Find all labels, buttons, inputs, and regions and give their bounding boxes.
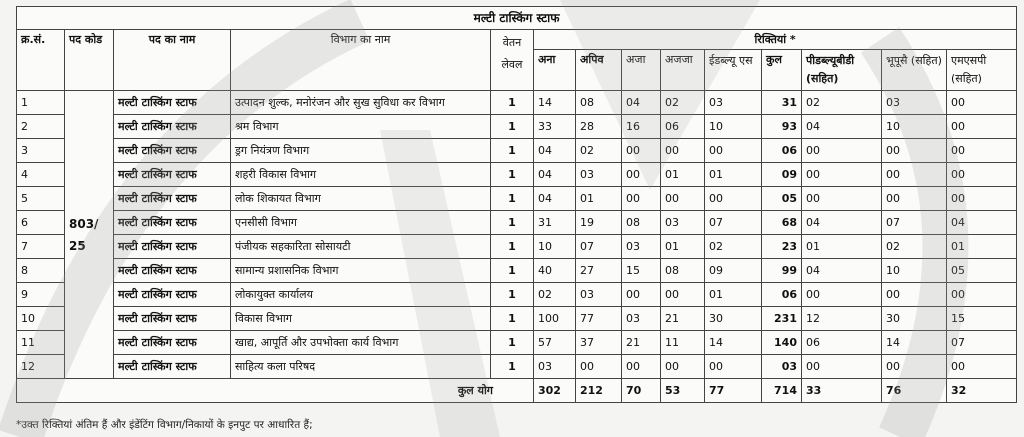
- table-row: [17, 187, 1017, 211]
- cell-level: 1: [491, 283, 534, 307]
- cell-pwbd: 00: [802, 139, 882, 163]
- cell-exsm: 10: [882, 259, 947, 283]
- table-row: [17, 139, 1017, 163]
- cell-post: मल्टी टास्किंग स्टाफ: [114, 115, 231, 139]
- cell-obc: 07: [576, 235, 622, 259]
- cell-sc: 00: [622, 139, 661, 163]
- cell-ur: 04: [534, 139, 576, 163]
- header-post-name: पद का नाम: [114, 30, 231, 91]
- total-total: 714: [762, 379, 802, 403]
- header-row-1: [17, 30, 1017, 50]
- cell-ur: 40: [534, 259, 576, 283]
- cell-level: 1: [491, 187, 534, 211]
- cell-msp: 00: [947, 139, 1017, 163]
- cell-st: 06: [661, 115, 705, 139]
- cell-level: 1: [491, 211, 534, 235]
- cell-sno: 6: [17, 211, 65, 235]
- cell-ews: 07: [705, 211, 762, 235]
- cell-ews: 10: [705, 115, 762, 139]
- cell-pwbd: 01: [802, 235, 882, 259]
- cell-post: मल्टी टास्किंग स्टाफ: [114, 163, 231, 187]
- table-title: मल्टी टास्किंग स्टाफ: [17, 7, 1017, 30]
- cell-post: मल्टी टास्किंग स्टाफ: [114, 139, 231, 163]
- cell-st: 11: [661, 331, 705, 355]
- table-row: [17, 91, 1017, 115]
- cell-dept: सामान्य प्रशासनिक विभाग: [231, 259, 491, 283]
- total-ur: 302: [534, 379, 576, 403]
- cell-st: 00: [661, 139, 705, 163]
- cell-sc: 00: [622, 283, 661, 307]
- cell-post: मल्टी टास्किंग स्टाफ: [114, 283, 231, 307]
- total-obc: 212: [576, 379, 622, 403]
- header-sno: क्र.सं.: [17, 30, 65, 91]
- cell-sc: 21: [622, 331, 661, 355]
- table-row: [17, 235, 1017, 259]
- cell-msp: 15: [947, 307, 1017, 331]
- cell-sno: 11: [17, 331, 65, 355]
- cell-sc: 00: [622, 187, 661, 211]
- cell-sno: 10: [17, 307, 65, 331]
- cell-total: 231: [762, 307, 802, 331]
- cell-ur: 14: [534, 91, 576, 115]
- cell-ur: 04: [534, 187, 576, 211]
- header-pay-level: वेतन लेवल: [491, 30, 534, 91]
- cell-exsm: 00: [882, 187, 947, 211]
- title-row: [17, 7, 1017, 30]
- cell-obc: 03: [576, 283, 622, 307]
- cell-exsm: 30: [882, 307, 947, 331]
- table-row: [17, 115, 1017, 139]
- cell-ews: 00: [705, 355, 762, 379]
- cell-post: मल्टी टास्किंग स्टाफ: [114, 355, 231, 379]
- cell-post: मल्टी टास्किंग स्टाफ: [114, 187, 231, 211]
- header-exsm: भूपूसै (सहित): [882, 50, 947, 91]
- cell-msp: 00: [947, 355, 1017, 379]
- total-ews: 77: [705, 379, 762, 403]
- cell-total: 99: [762, 259, 802, 283]
- cell-total: 93: [762, 115, 802, 139]
- cell-ur: 33: [534, 115, 576, 139]
- cell-obc: 28: [576, 115, 622, 139]
- cell-level: 1: [491, 115, 534, 139]
- cell-total: 68: [762, 211, 802, 235]
- cell-level: 1: [491, 91, 534, 115]
- cell-ews: 03: [705, 91, 762, 115]
- cell-total: 06: [762, 139, 802, 163]
- cell-post: मल्टी टास्किंग स्टाफ: [114, 307, 231, 331]
- vacancy-table: [16, 6, 1017, 403]
- cell-dept: उत्पादन शुल्क, मनोरंजन और सुख सुविधा कर विभाग: [231, 91, 491, 115]
- cell-exsm: 00: [882, 355, 947, 379]
- cell-st: 02: [661, 91, 705, 115]
- cell-obc: 00: [576, 355, 622, 379]
- cell-sno: 8: [17, 259, 65, 283]
- cell-msp: 00: [947, 283, 1017, 307]
- cell-st: 00: [661, 355, 705, 379]
- cell-post: मल्टी टास्किंग स्टाफ: [114, 331, 231, 355]
- cell-pwbd: 06: [802, 331, 882, 355]
- cell-ews: 30: [705, 307, 762, 331]
- cell-sc: 00: [622, 163, 661, 187]
- table-row: [17, 163, 1017, 187]
- vacancy-sheet: [16, 6, 1016, 403]
- header-st: अजजा: [661, 50, 705, 91]
- cell-dept: श्रम विभाग: [231, 115, 491, 139]
- cell-msp: 00: [947, 163, 1017, 187]
- cell-sc: 03: [622, 235, 661, 259]
- cell-msp: 00: [947, 187, 1017, 211]
- cell-pwbd: 00: [802, 187, 882, 211]
- cell-pwbd: 00: [802, 355, 882, 379]
- cell-ews: 14: [705, 331, 762, 355]
- cell-ur: 10: [534, 235, 576, 259]
- cell-exsm: 00: [882, 163, 947, 187]
- cell-post: मल्टी टास्किंग स्टाफ: [114, 259, 231, 283]
- cell-sc: 04: [622, 91, 661, 115]
- cell-level: 1: [491, 307, 534, 331]
- cell-post: मल्टी टास्किंग स्टाफ: [114, 91, 231, 115]
- cell-msp: 00: [947, 91, 1017, 115]
- cell-pwbd: 00: [802, 163, 882, 187]
- cell-pwbd: 12: [802, 307, 882, 331]
- total-pwbd: 33: [802, 379, 882, 403]
- cell-level: 1: [491, 331, 534, 355]
- cell-sno: 1: [17, 91, 65, 115]
- cell-st: 03: [661, 211, 705, 235]
- header-sc: अजा: [622, 50, 661, 91]
- cell-obc: 27: [576, 259, 622, 283]
- header-department: विभाग का नाम: [231, 30, 491, 91]
- cell-dept: शहरी विकास विभाग: [231, 163, 491, 187]
- cell-level: 1: [491, 235, 534, 259]
- total-sc: 70: [622, 379, 661, 403]
- cell-ews: 00: [705, 139, 762, 163]
- cell-total: 03: [762, 355, 802, 379]
- cell-obc: 03: [576, 163, 622, 187]
- cell-st: 00: [661, 283, 705, 307]
- cell-msp: 01: [947, 235, 1017, 259]
- header-ur: अना: [534, 50, 576, 91]
- cell-ews: 01: [705, 283, 762, 307]
- cell-pwbd: 04: [802, 115, 882, 139]
- cell-obc: 01: [576, 187, 622, 211]
- cell-exsm: 02: [882, 235, 947, 259]
- cell-msp: 04: [947, 211, 1017, 235]
- total-exsm: 76: [882, 379, 947, 403]
- cell-pwbd: 04: [802, 211, 882, 235]
- cell-st: 01: [661, 163, 705, 187]
- cell-obc: 37: [576, 331, 622, 355]
- header-msp: एमएसपी (सहित): [947, 50, 1017, 91]
- cell-ur: 31: [534, 211, 576, 235]
- table-row: [17, 211, 1017, 235]
- cell-ews: 02: [705, 235, 762, 259]
- cell-total: 23: [762, 235, 802, 259]
- header-vacancies: रिक्तियां *: [534, 30, 1017, 50]
- cell-st: 21: [661, 307, 705, 331]
- total-st: 53: [661, 379, 705, 403]
- cell-sno: 3: [17, 139, 65, 163]
- cell-ews: 09: [705, 259, 762, 283]
- cell-dept: लोकायुक्त कार्यालय: [231, 283, 491, 307]
- cell-obc: 77: [576, 307, 622, 331]
- cell-ur: 100: [534, 307, 576, 331]
- cell-level: 1: [491, 163, 534, 187]
- table-row: [17, 307, 1017, 331]
- cell-sc: 16: [622, 115, 661, 139]
- cell-ur: 03: [534, 355, 576, 379]
- table-body: [17, 91, 1017, 403]
- cell-sc: 00: [622, 355, 661, 379]
- footnote: *उक्त रिक्तियां अंतिम हैं और इंडेंटिंग विभाग/निकायों के इनपुट पर आधारित हैं;: [16, 419, 313, 431]
- cell-exsm: 14: [882, 331, 947, 355]
- cell-level: 1: [491, 355, 534, 379]
- total-row: [17, 379, 1017, 403]
- cell-exsm: 00: [882, 283, 947, 307]
- cell-sno: 5: [17, 187, 65, 211]
- cell-dept: साहित्य कला परिषद: [231, 355, 491, 379]
- cell-sno: 9: [17, 283, 65, 307]
- cell-sno: 7: [17, 235, 65, 259]
- cell-exsm: 07: [882, 211, 947, 235]
- cell-dept: खाद्य, आपूर्ति और उपभोक्ता कार्य विभाग: [231, 331, 491, 355]
- cell-pwbd: 02: [802, 91, 882, 115]
- cell-total: 09: [762, 163, 802, 187]
- cell-sc: 03: [622, 307, 661, 331]
- cell-msp: 07: [947, 331, 1017, 355]
- table-row: [17, 331, 1017, 355]
- cell-total: 06: [762, 283, 802, 307]
- cell-total: 05: [762, 187, 802, 211]
- cell-ews: 00: [705, 187, 762, 211]
- cell-post: मल्टी टास्किंग स्टाफ: [114, 211, 231, 235]
- cell-obc: 19: [576, 211, 622, 235]
- cell-level: 1: [491, 259, 534, 283]
- total-msp: 32: [947, 379, 1017, 403]
- cell-total: 140: [762, 331, 802, 355]
- header-total: कुल: [762, 50, 802, 91]
- cell-exsm: 10: [882, 115, 947, 139]
- header-pwbd: पीडब्ल्यूबीडी (सहित): [802, 50, 882, 91]
- total-label: कुल योग: [17, 379, 534, 403]
- table-row: [17, 283, 1017, 307]
- cell-ur: 57: [534, 331, 576, 355]
- header-ews: ईडब्ल्यू एस: [705, 50, 762, 91]
- cell-dept: पंजीयक सहकारिता सोसायटी: [231, 235, 491, 259]
- cell-exsm: 00: [882, 139, 947, 163]
- cell-ur: 02: [534, 283, 576, 307]
- cell-pwbd: 04: [802, 259, 882, 283]
- table-row: [17, 259, 1017, 283]
- cell-sc: 15: [622, 259, 661, 283]
- cell-exsm: 03: [882, 91, 947, 115]
- cell-pwbd: 00: [802, 283, 882, 307]
- post-code-cell: 803/ 25: [65, 91, 114, 379]
- cell-sno: 12: [17, 355, 65, 379]
- header-post-code: पद कोड: [65, 30, 114, 91]
- cell-ews: 01: [705, 163, 762, 187]
- cell-obc: 08: [576, 91, 622, 115]
- cell-dept: लोक शिकायत विभाग: [231, 187, 491, 211]
- table-row: [17, 355, 1017, 379]
- cell-ur: 04: [534, 163, 576, 187]
- cell-st: 08: [661, 259, 705, 283]
- cell-sno: 2: [17, 115, 65, 139]
- cell-msp: 05: [947, 259, 1017, 283]
- cell-obc: 02: [576, 139, 622, 163]
- cell-dept: ड्रग नियंत्रण विभाग: [231, 139, 491, 163]
- cell-dept: एनसीसी विभाग: [231, 211, 491, 235]
- cell-dept: विकास विभाग: [231, 307, 491, 331]
- cell-sc: 08: [622, 211, 661, 235]
- cell-sno: 4: [17, 163, 65, 187]
- cell-st: 01: [661, 235, 705, 259]
- cell-level: 1: [491, 139, 534, 163]
- header-obc: अपिव: [576, 50, 622, 91]
- cell-post: मल्टी टास्किंग स्टाफ: [114, 235, 231, 259]
- cell-total: 31: [762, 91, 802, 115]
- cell-msp: 00: [947, 115, 1017, 139]
- cell-st: 00: [661, 187, 705, 211]
